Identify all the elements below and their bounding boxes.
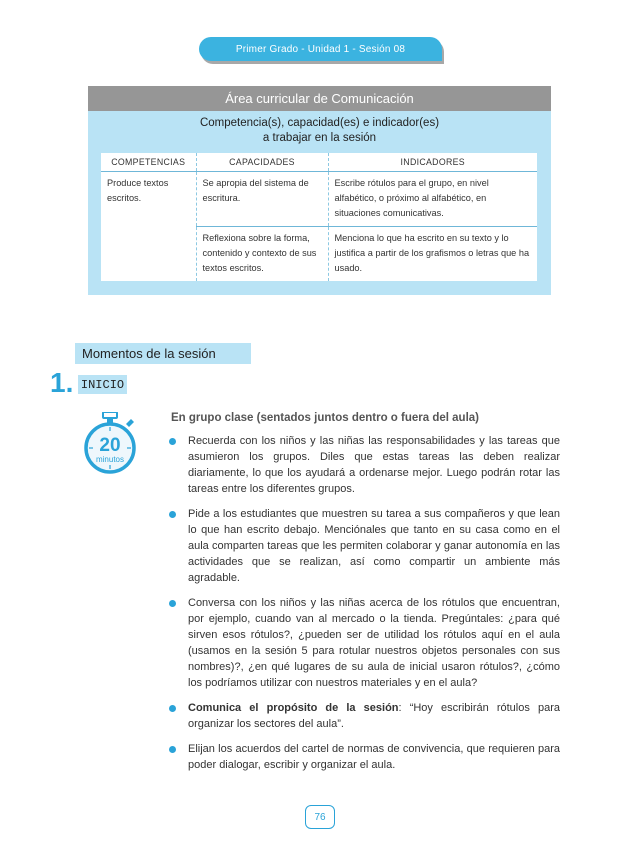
column-header: COMPETENCIAS [101, 153, 196, 172]
item-text: Recuerda con los niños y las niñas las responsabilidades y las tareas que asumieron los grupos. Diles que estas tareas las deben realizar diariamente, lo que los ayudará a ordenarse mejor. Luego podrán rotar las tareas entre los diferentes grupos. [188, 435, 560, 495]
curricular-area-panel [88, 86, 551, 295]
page-number: 76 [305, 805, 335, 829]
section-number: 1. [50, 367, 74, 398]
column-header: CAPACIDADES [196, 153, 328, 172]
indicador-cell: Escribe rótulos para el grupo, en nivel alfabético, o próximo al alfabético, en situaciones comunicativas. [334, 178, 489, 218]
capacidad-cell: Reflexiona sobre la forma, contenido y contexto de sus textos escritos. [196, 227, 328, 282]
list-item [168, 506, 560, 586]
list-item [168, 741, 560, 773]
session-moments-label: Momentos de la sesión [82, 346, 216, 361]
item-text: : “Hoy escribirán rótulos para organizar los sectores del aula”. [188, 702, 560, 730]
column-header: INDICADORES [328, 153, 537, 172]
unit-session-tab [199, 37, 442, 61]
table-header-row [101, 153, 537, 172]
timer-value: 20 [99, 435, 121, 456]
panel-title: Área curricular de Comunicación [88, 86, 551, 111]
competencia-cell: Produce textos escritos. [101, 172, 196, 282]
bullet-icon [169, 511, 176, 518]
bullet-icon [169, 600, 176, 607]
item-text: Elijan los acuerdos del cartel de normas de convivencia, que requieren para poder dialogar, escribir y organizar el aula. [188, 743, 560, 771]
panel-subtitle-line-1: Competencia(s), capacidad(es) e indicador(es) [199, 117, 440, 129]
group-title: En grupo clase (sentados juntos dentro o fuera del aula) [171, 412, 479, 424]
item-text: Pide a los estudiantes que muestren su tarea a sus compañeros y que lean lo que han escrito debajo. Menciónales que tanto en su casa como en el aula comparten tareas que les permiten colaborar y ganar autonomía en las actividades que se realizan, así como compartir un ambiente más agradable. [188, 508, 560, 584]
panel-subtitle [88, 116, 551, 146]
item-text: Conversa con los niños y las niñas acerca de los rótulos que encuentran, por ejemplo, cuando van al mercado o la tienda. Pregúntales: ¿para qué sirven esos rótulos?, ¿pueden ser de utilidad los rótulos aquí en el aula (usamos en la sesión 5 para rotular nuestros objetos personales con sus nombres)?, ¿en qué lugares de su aula de inicial usaron rótulos?, ¿cómo los podríamos utilizar con nuestros materiales y en el aula? [188, 597, 560, 689]
list-item [168, 433, 560, 497]
section-name: INICIO [78, 375, 127, 394]
capacidad-cell: Se apropia del sistema de escritura. [196, 172, 328, 227]
item-bold-text: Comunica el propósito de la sesión [188, 702, 399, 714]
list-item [168, 700, 560, 732]
activity-list [168, 433, 560, 782]
session-moments-heading [75, 343, 251, 364]
bullet-icon [169, 705, 176, 712]
competency-table [101, 153, 537, 281]
bullet-icon [169, 438, 176, 445]
timer-unit: minutos [95, 455, 124, 464]
table-row [101, 172, 537, 227]
panel-subtitle-line-2: a trabajar en la sesión [262, 132, 377, 144]
list-item [168, 595, 560, 691]
indicador-cell: Menciona lo que ha escrito en su texto y lo justifica a partir de los grafismos o letras que ha usado. [328, 227, 537, 282]
stopwatch-icon [82, 412, 138, 474]
unit-session-label: Primer Grado - Unidad 1 - Sesión 08 [235, 43, 406, 55]
bullet-icon [169, 746, 176, 753]
